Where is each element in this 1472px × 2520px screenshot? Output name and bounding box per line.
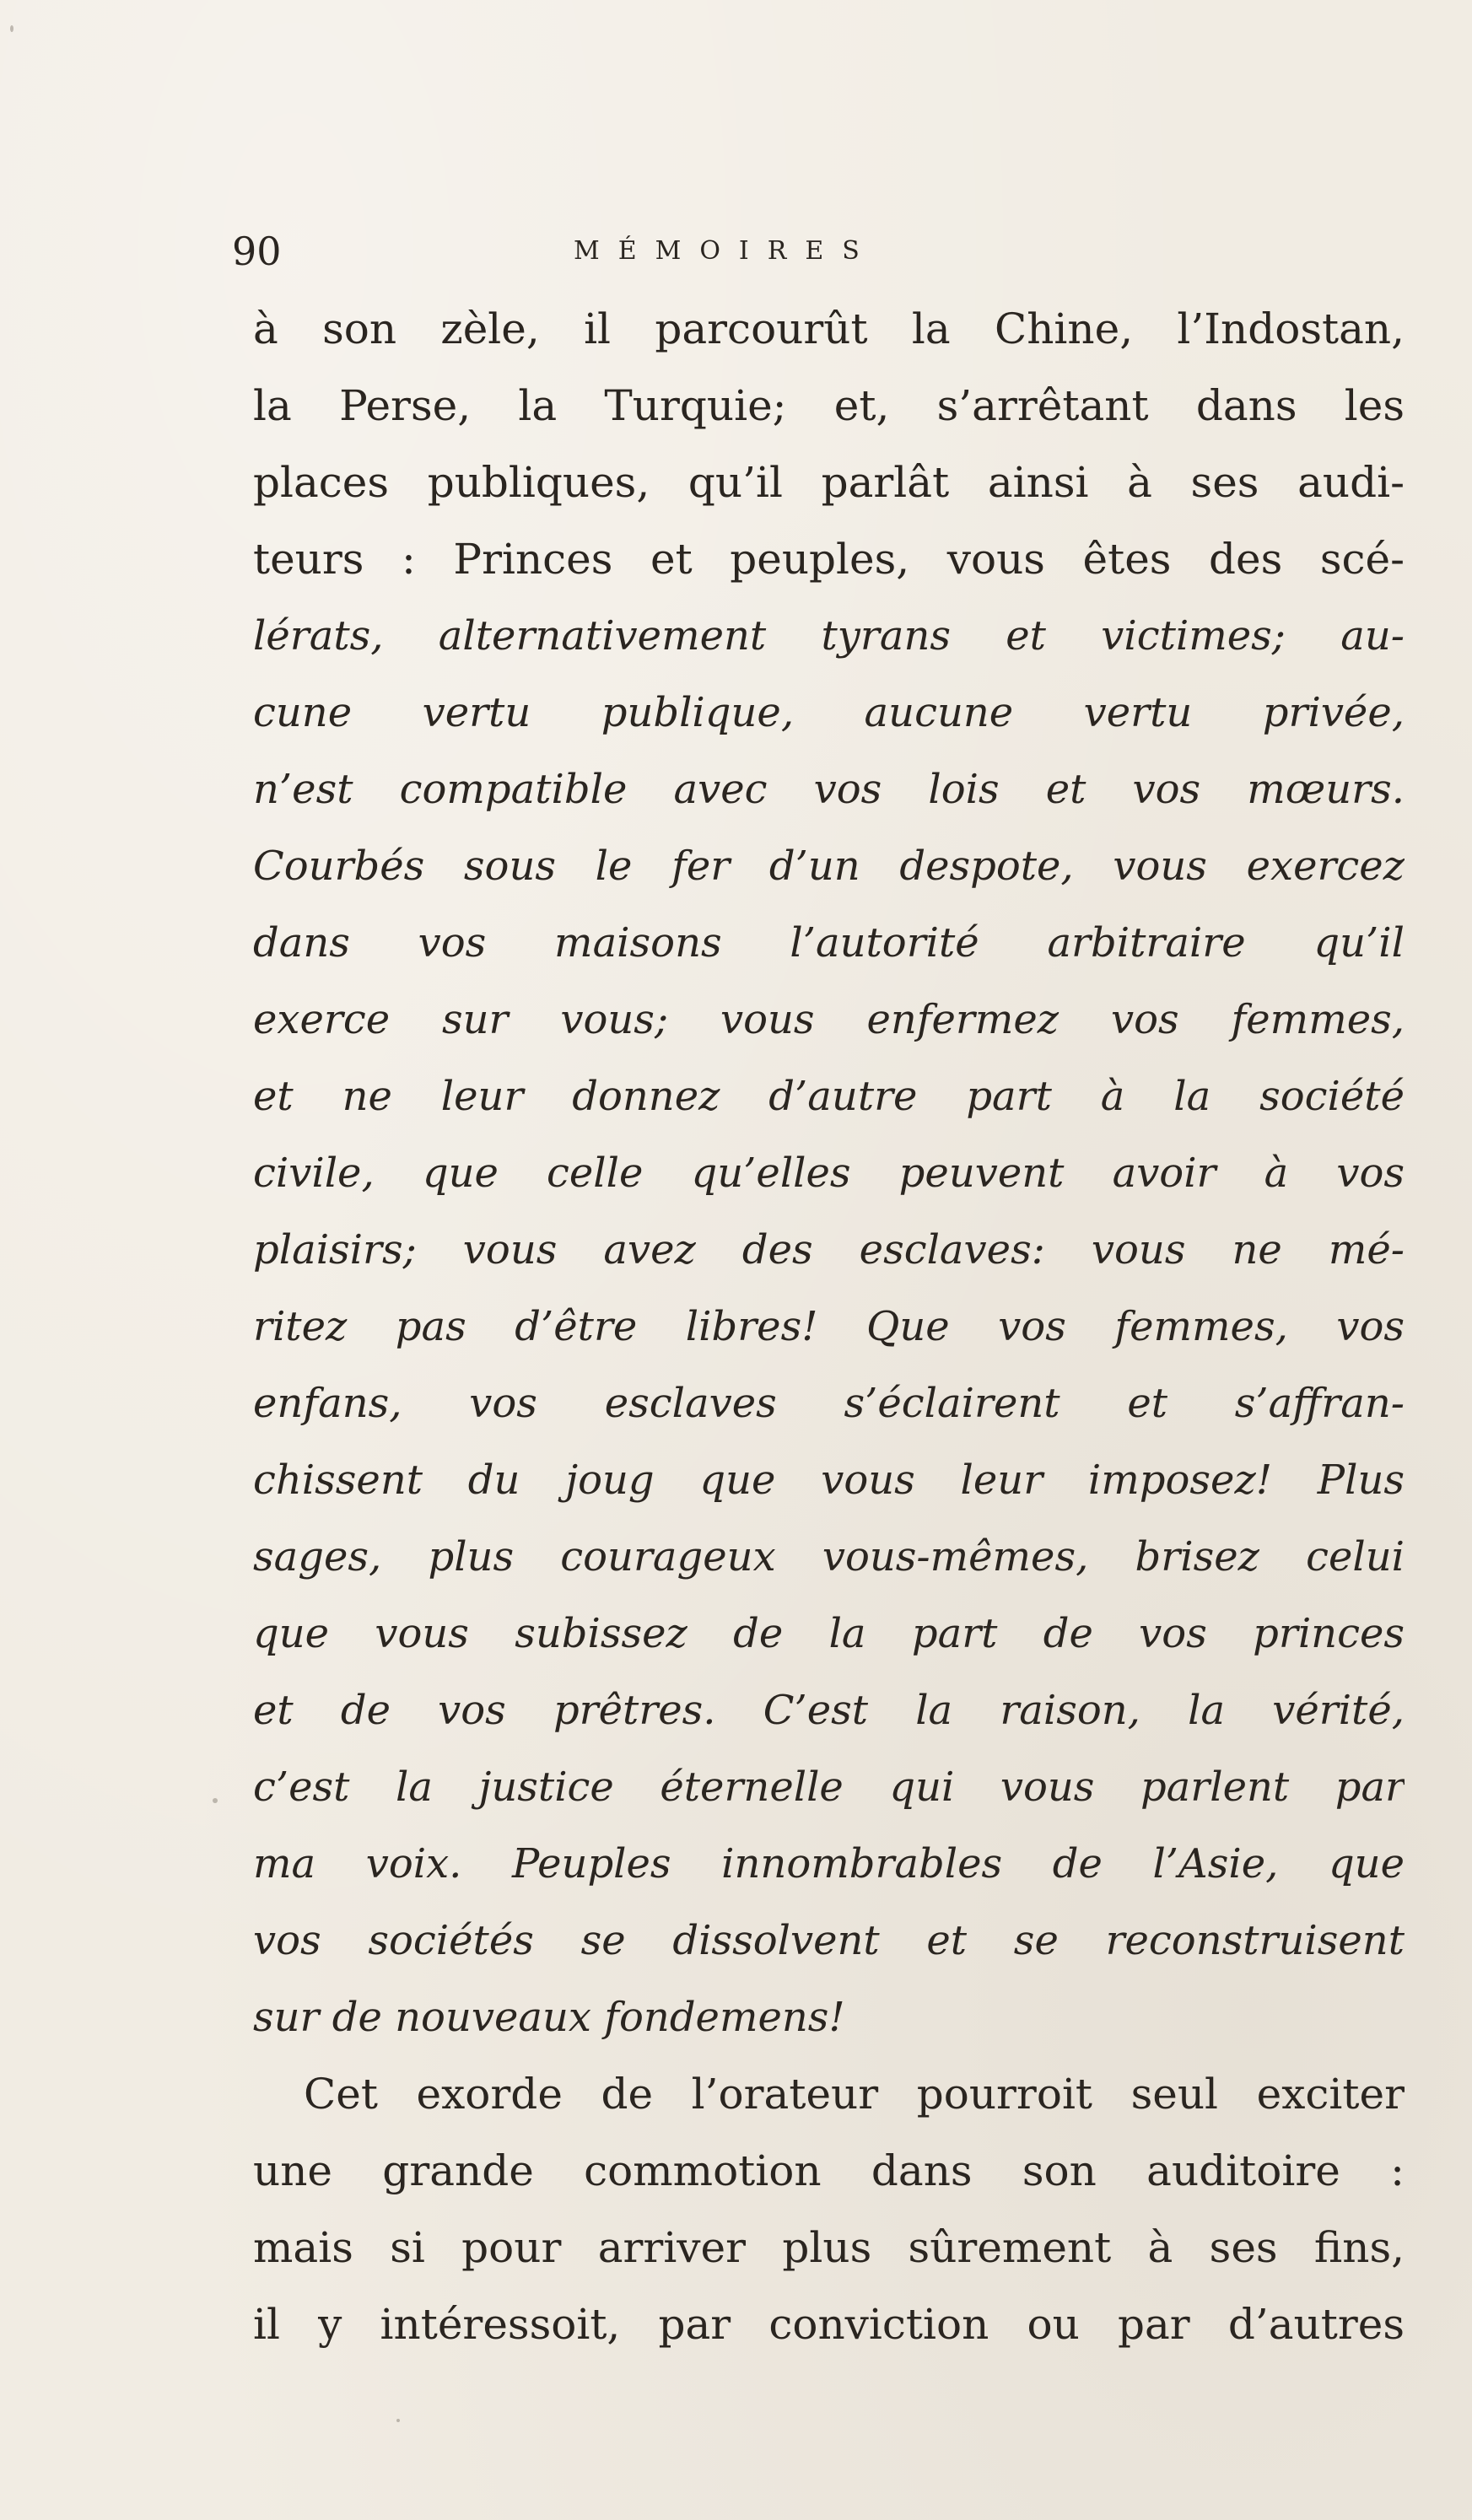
- text-line: à son zèle, il parcourût la Chine, l’Indostan,: [253, 304, 1405, 353]
- text-line: lérats, alternativement tyrans et victimes; au-: [253, 612, 1405, 660]
- text-line: une grande commotion dans son auditoire :: [253, 2146, 1405, 2195]
- text-line: ritez pas d’être libres! Que vos femmes, vos: [253, 1303, 1405, 1350]
- text-line: sur de nouveaux fondemens!: [253, 1994, 845, 2041]
- paper-speck: [396, 2419, 400, 2422]
- text-line: places publiques, qu’il parlât ainsi à ses audi-: [253, 458, 1405, 507]
- text-line: plaisirs; vous avez des esclaves: vous ne mé-: [253, 1226, 1405, 1273]
- text-line: vos sociétés se dissolvent et se reconstruisent: [253, 1917, 1405, 1964]
- text-line: Courbés sous le fer d’un despote, vous exercez: [253, 843, 1405, 890]
- text-line: mais si pour arriver plus sûrement à ses fins,: [253, 2223, 1405, 2272]
- text-line: enfans, vos esclaves s’éclairent et s’affran-: [253, 1380, 1405, 1427]
- text-line: civile, que celle qu’elles peuvent avoir à vos: [253, 1150, 1405, 1197]
- running-title: MÉMOIRES: [574, 236, 878, 266]
- text-line: teurs : Princes et peuples, vous êtes des scé-: [253, 535, 1405, 584]
- text-line: la Perse, la Turquie; et, s’arrêtant dans les: [253, 381, 1405, 430]
- text-line: c’est la justice éternelle qui vous parlent par: [253, 1763, 1405, 1811]
- text-line: dans vos maisons l’autorité arbitraire qu’il: [253, 919, 1405, 967]
- page-number: 90: [232, 229, 282, 274]
- text-line: il y intéressoit, par conviction ou par d’autres: [253, 2300, 1405, 2349]
- text-line: et de vos prêtres. C’est la raison, la vérité,: [253, 1687, 1405, 1734]
- body-text: [253, 291, 1405, 2363]
- text-line: Cet exorde de l’orateur pourroit seul exciter: [304, 2070, 1405, 2119]
- text-line: ma voix. Peuples innombrables de l’Asie, que: [253, 1840, 1405, 1887]
- text-line: que vous subissez de la part de vos princes: [253, 1610, 1405, 1657]
- text-line: chissent du joug que vous leur imposez! Plus: [253, 1457, 1405, 1504]
- text-line: n’est compatible avec vos lois et vos mœurs.: [253, 766, 1405, 813]
- page-header: [232, 226, 1405, 285]
- text-line: sages, plus courageux vous-mêmes, brisez celui: [253, 1533, 1405, 1580]
- paper-speck: [10, 25, 13, 32]
- text-line: et ne leur donnez d’autre part à la société: [253, 1073, 1405, 1120]
- text-line: exerce sur vous; vous enfermez vos femmes,: [253, 996, 1405, 1043]
- text-line: cune vertu publique, aucune vertu privée,: [253, 689, 1405, 736]
- paper-speck: [213, 1798, 218, 1803]
